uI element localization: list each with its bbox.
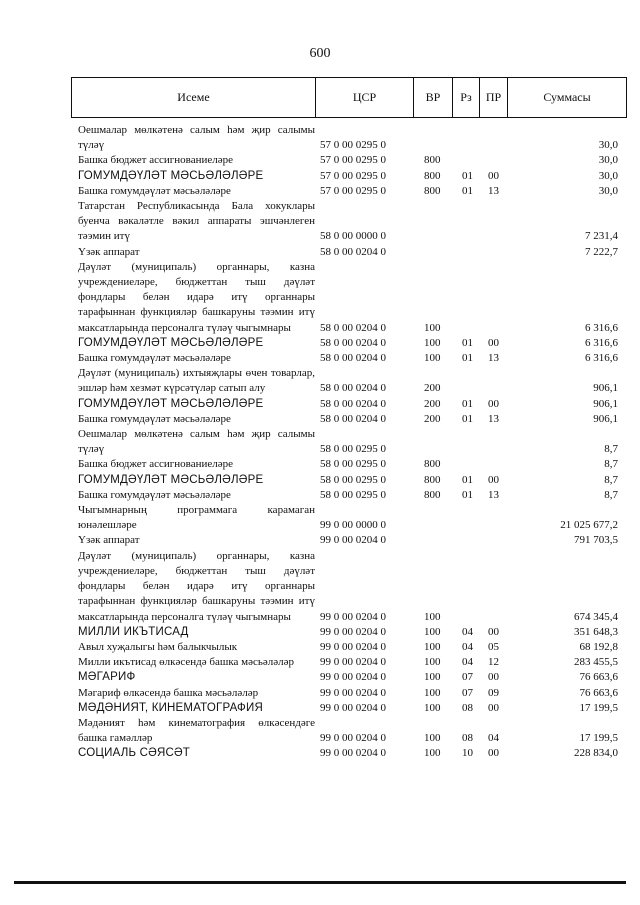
- row-rz: 01: [462, 184, 473, 197]
- row-sum: 906,1: [593, 397, 618, 410]
- row-pr: 00: [488, 336, 499, 349]
- row-vr: 200: [424, 382, 441, 395]
- row-csr: 57 0 00 0295 0: [320, 154, 386, 167]
- row-name: Татарстан Республикасында Бала хокуклары буенча вәкаләтле вәкил аппараты эшчәнлеген тәэмин итү: [78, 200, 315, 243]
- table-row: [78, 473, 618, 488]
- header-pr: ПР: [479, 78, 507, 117]
- row-pr: 09: [488, 686, 499, 699]
- row-name: МӘДӘНИЯТ, КИНЕМАТОГРАФИЯ: [78, 701, 263, 714]
- table-row: [78, 746, 618, 761]
- row-rz: 01: [462, 488, 473, 501]
- header-sum: Суммасы: [507, 78, 626, 117]
- table-row: [78, 640, 618, 655]
- row-vr: 100: [424, 610, 441, 623]
- row-pr: 00: [488, 473, 499, 486]
- table-row: [78, 457, 618, 472]
- row-csr: 58 0 00 0204 0: [320, 412, 386, 425]
- row-rz: 08: [462, 701, 473, 714]
- row-csr: 58 0 00 0295 0: [320, 443, 386, 456]
- row-csr: 58 0 00 0295 0: [320, 488, 386, 501]
- row-vr: 100: [424, 352, 441, 365]
- page-bottom-rule: [14, 881, 626, 884]
- row-name: Дәүләт (муниципаль) органнары, казна учреждениеләре, бюджеттан тыш дәүләт фондлары белән идарә итү органнары тарафыннан функцияләр башкаруны тәэмин итү максатларында персоналга түләү чыгымнары: [78, 549, 315, 623]
- row-name: Башка гомумдәүләт мәсьәләләре: [78, 412, 231, 425]
- row-name: Оешмалар мөлкәтенә салым һәм җир салымы түләү: [78, 124, 315, 152]
- row-rz: 08: [462, 732, 473, 745]
- row-pr: 12: [488, 656, 499, 669]
- table-row: [78, 184, 618, 199]
- row-vr: 100: [424, 686, 441, 699]
- row-rz: 04: [462, 640, 473, 653]
- row-sum: 7 222,7: [585, 245, 618, 258]
- table-row: [78, 533, 618, 548]
- row-name: МИЛЛИ ИКЪТИСАД: [78, 625, 189, 638]
- row-csr: 99 0 00 0204 0: [320, 610, 386, 623]
- row-rz: 01: [462, 397, 473, 410]
- row-rz: 07: [462, 686, 473, 699]
- row-name: Башка гомумдәүләт мәсьәләләре: [78, 184, 231, 197]
- row-sum: 76 663,6: [579, 686, 618, 699]
- table-row: [78, 686, 618, 701]
- table-row: [78, 260, 618, 336]
- row-vr: 100: [424, 656, 441, 669]
- row-name: Милли икътисад өлкәсендә башка мәсьәләләр: [78, 656, 294, 669]
- row-vr: 100: [424, 336, 441, 349]
- header-rz: Рз: [452, 78, 479, 117]
- table-row: [78, 199, 618, 245]
- table-row: [78, 351, 618, 366]
- row-sum: 21 025 677,2: [560, 519, 618, 532]
- row-sum: 17 199,5: [579, 701, 618, 714]
- row-vr: 200: [424, 412, 441, 425]
- row-csr: 57 0 00 0295 0: [320, 139, 386, 152]
- row-name: ГОМУМДӘҮЛӘТ МӘСЬӘЛӘЛӘРЕ: [78, 397, 264, 410]
- row-rz: 01: [462, 169, 473, 182]
- row-csr: 58 0 00 0204 0: [320, 336, 386, 349]
- row-name: Башка гомумдәүләт мәсьәләләре: [78, 352, 231, 365]
- row-sum: 17 199,5: [579, 732, 618, 745]
- row-vr: 100: [424, 625, 441, 638]
- row-pr: 00: [488, 397, 499, 410]
- row-csr: 57 0 00 0295 0: [320, 184, 386, 197]
- table-header: [71, 77, 627, 118]
- row-rz: 01: [462, 412, 473, 425]
- row-sum: 8,7: [604, 458, 618, 471]
- row-name: Дәүләт (муниципаль) ихтыяҗлары өчен товарлар, эшләр һәм хезмәт күрсәтүләр сатып алу: [78, 367, 315, 395]
- row-rz: 07: [462, 671, 473, 684]
- row-csr: 99 0 00 0204 0: [320, 625, 386, 638]
- table-row: [78, 503, 618, 533]
- header-csr: ЦСР: [315, 78, 413, 117]
- row-sum: 791 703,5: [574, 534, 618, 547]
- row-vr: 200: [424, 397, 441, 410]
- row-sum: 30,0: [598, 154, 618, 167]
- row-name: ГОМУМДӘҮЛӘТ МӘСЬӘЛӘЛӘРЕ: [78, 336, 264, 349]
- row-pr: 13: [488, 184, 499, 197]
- row-rz: 01: [462, 473, 473, 486]
- row-sum: 30,0: [598, 184, 618, 197]
- row-csr: 99 0 00 0204 0: [320, 534, 386, 547]
- row-csr: 58 0 00 0204 0: [320, 321, 386, 334]
- row-sum: 906,1: [593, 382, 618, 395]
- row-name: Үзәк аппарат: [78, 534, 140, 547]
- row-name: ГОМУМДӘҮЛӘТ МӘСЬӘЛӘЛӘРЕ: [78, 473, 264, 486]
- table-row: [78, 397, 618, 412]
- row-rz: 10: [462, 747, 473, 760]
- row-pr: 00: [488, 625, 499, 638]
- table-row: [78, 488, 618, 503]
- row-name: Оешмалар мөлкәтенә салым һәм җир салымы түләү: [78, 428, 315, 456]
- row-sum: 30,0: [598, 139, 618, 152]
- row-vr: 800: [424, 458, 441, 471]
- row-csr: 58 0 00 0295 0: [320, 458, 386, 471]
- row-rz: 04: [462, 656, 473, 669]
- row-sum: 906,1: [593, 412, 618, 425]
- row-csr: 99 0 00 0204 0: [320, 656, 386, 669]
- page-number: 600: [309, 46, 331, 61]
- row-csr: 99 0 00 0204 0: [320, 747, 386, 760]
- row-vr: 100: [424, 747, 441, 760]
- row-sum: 8,7: [604, 473, 618, 486]
- row-name: Чыгымнарның программага карамаган юнәлешләре: [78, 504, 315, 532]
- row-sum: 351 648,3: [574, 625, 618, 638]
- row-rz: 01: [462, 352, 473, 365]
- row-pr: 13: [488, 412, 499, 425]
- row-name: Башка бюджет ассигнованиеләре: [78, 458, 233, 471]
- row-name: Башка бюджет ассигнованиеләре: [78, 154, 233, 167]
- table-row: [78, 366, 618, 396]
- row-sum: 7 231,4: [585, 230, 618, 243]
- table-row: [78, 153, 618, 168]
- row-pr: 13: [488, 352, 499, 365]
- row-pr: 00: [488, 671, 499, 684]
- table-row: [78, 670, 618, 685]
- row-vr: 800: [424, 184, 441, 197]
- row-sum: 6 316,6: [585, 336, 618, 349]
- row-pr: 00: [488, 169, 499, 182]
- row-vr: 100: [424, 321, 441, 334]
- table-row: [78, 625, 618, 640]
- row-csr: 57 0 00 0295 0: [320, 169, 386, 182]
- row-pr: 04: [488, 732, 499, 745]
- row-csr: 99 0 00 0000 0: [320, 519, 386, 532]
- row-vr: 800: [424, 154, 441, 167]
- row-vr: 100: [424, 701, 441, 714]
- row-csr: 99 0 00 0204 0: [320, 701, 386, 714]
- table-row: [78, 123, 618, 153]
- row-csr: 58 0 00 0295 0: [320, 473, 386, 486]
- table-row: [78, 655, 618, 670]
- row-sum: 8,7: [604, 488, 618, 501]
- row-sum: 6 316,6: [585, 321, 618, 334]
- row-rz: 04: [462, 625, 473, 638]
- table-row: [78, 716, 618, 746]
- row-name: Мәгариф өлкәсендә башка мәсьәләләр: [78, 686, 259, 699]
- row-pr: 00: [488, 747, 499, 760]
- row-csr: 58 0 00 0204 0: [320, 382, 386, 395]
- table-row: [78, 336, 618, 351]
- row-sum: 30,0: [598, 169, 618, 182]
- table-row: [78, 701, 618, 716]
- row-vr: 800: [424, 473, 441, 486]
- row-sum: 76 663,6: [579, 671, 618, 684]
- table-row: [78, 427, 618, 457]
- header-vr: ВР: [413, 78, 452, 117]
- table-row: [78, 169, 618, 184]
- row-vr: 100: [424, 640, 441, 653]
- row-pr: 05: [488, 640, 499, 653]
- row-csr: 58 0 00 0204 0: [320, 397, 386, 410]
- header-name: Исеме: [177, 90, 210, 104]
- row-sum: 8,7: [604, 443, 618, 456]
- row-pr: 00: [488, 701, 499, 714]
- row-csr: 58 0 00 0000 0: [320, 230, 386, 243]
- row-csr: 58 0 00 0204 0: [320, 352, 386, 365]
- row-sum: 674 345,4: [574, 610, 618, 623]
- row-name: Дәүләт (муниципаль) органнары, казна учреждениеләре, бюджеттан тыш дәүләт фондлары белән идарә итү органнары тарафыннан функцияләр башкаруны тәэмин итү максатларында персоналга түләү чыгымнары: [78, 260, 315, 334]
- row-name: МӘГАРИФ: [78, 671, 136, 684]
- row-pr: 13: [488, 488, 499, 501]
- row-name: Үзәк аппарат: [78, 245, 140, 258]
- row-vr: 100: [424, 732, 441, 745]
- row-rz: 01: [462, 336, 473, 349]
- row-name: Мәдәният һәм кинематография өлкәсендәге башка гамәлләр: [78, 716, 315, 745]
- row-csr: 99 0 00 0204 0: [320, 686, 386, 699]
- table-row: [78, 549, 618, 625]
- row-sum: 283 455,5: [574, 656, 618, 669]
- row-sum: 68 192,8: [579, 640, 618, 653]
- row-csr: 58 0 00 0204 0: [320, 245, 386, 258]
- table-row: [78, 412, 618, 427]
- row-name: Авыл хуҗалыгы һәм балыкчылык: [78, 640, 238, 653]
- row-vr: 800: [424, 488, 441, 501]
- row-csr: 99 0 00 0204 0: [320, 640, 386, 653]
- row-sum: 6 316,6: [585, 352, 618, 365]
- row-name: СОЦИАЛЬ СӘЯСӘТ: [78, 747, 191, 760]
- row-vr: 800: [424, 169, 441, 182]
- row-name: Башка гомумдәүләт мәсьәләләре: [78, 488, 231, 501]
- row-csr: 99 0 00 0204 0: [320, 671, 386, 684]
- row-sum: 228 834,0: [574, 747, 618, 760]
- row-csr: 99 0 00 0204 0: [320, 732, 386, 745]
- budget-table-body: [78, 123, 618, 762]
- row-name: ГОМУМДӘҮЛӘТ МӘСЬӘЛӘЛӘРЕ: [78, 169, 264, 182]
- row-vr: 100: [424, 671, 441, 684]
- table-row: [78, 245, 618, 260]
